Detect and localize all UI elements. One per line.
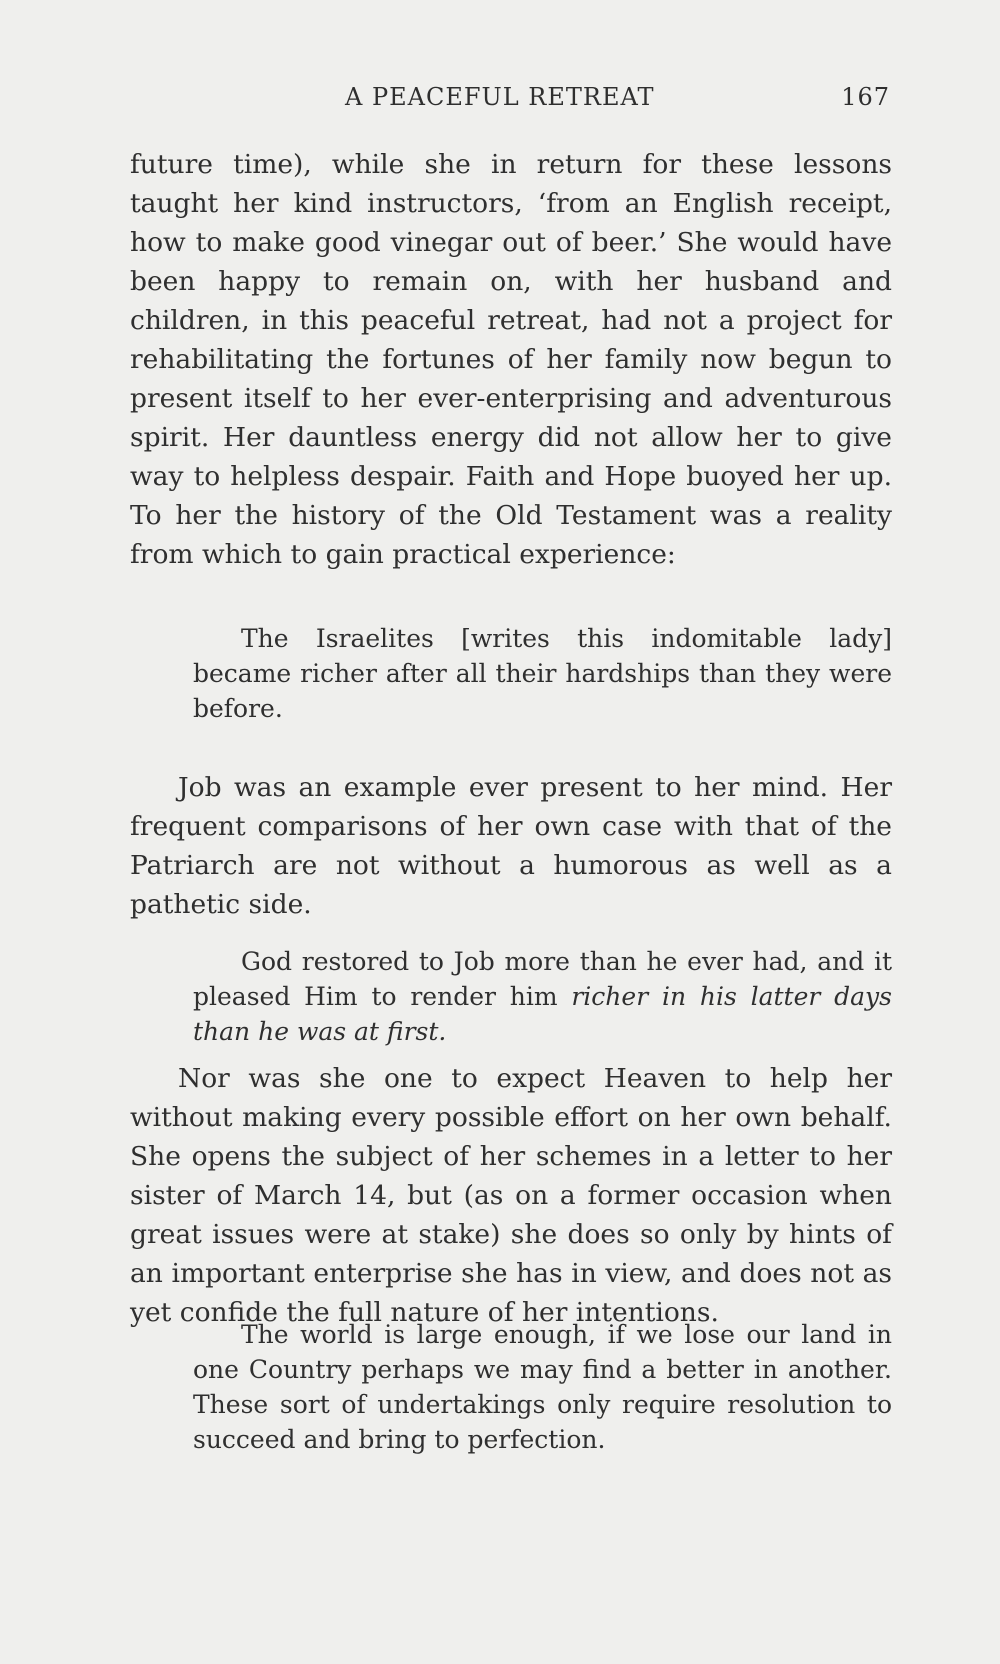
quote-emphasis: richer in his latter days than he was at first.	[193, 982, 892, 1046]
body-paragraph: Nor was she one to expect Heaven to help her without making every possible effort on her own behalf. She opens the subject of her schemes in a letter to her sister of March 14, but (as on a former occasion when great issues were at stake) she does so only by hints of an important enterprise she has in view, and does not as yet confide the full nature of her intentions.	[130, 1063, 892, 1328]
body-paragraph: Job was an example ever present to her mind. Her frequent comparisons of her own case with that of the Patriarch are not without a humorous as well as a pathetic side.	[130, 772, 892, 920]
block-quote: The Israelites [writes this indomitable lady] became richer after all their hardships than they were before.	[193, 624, 892, 723]
block-quote	[130, 944, 892, 1046]
running-header	[130, 83, 892, 135]
block-quote: The world is large enough, if we lose our land in one Country perhaps we may find a better in another. These sort of undertakings only require resolution to succeed and bring to perfection.	[193, 1320, 892, 1454]
page-number: 167	[841, 83, 890, 111]
quote-text: God restored to Job more than he ever had, and it pleased Him to render him	[193, 947, 892, 1011]
running-title: A PEACEFUL RETREAT	[345, 83, 655, 111]
body-paragraph: future time), while she in return for these lessons taught her kind instructors, ‘from an English receipt, how to make good vinegar out of beer.’ She would have been happy to remain on, with her husband and children, in this peaceful retreat, had not a project for rehabilitating the fortunes of her family now begun to present itself to her ever-enterprising and adventurous spirit. Her dauntless energy did not allow her to give way to helpless despair. Faith and Hope buoyed her up. To her the history of the Old Testament was a reality from which to gain practical experience:	[130, 149, 892, 570]
